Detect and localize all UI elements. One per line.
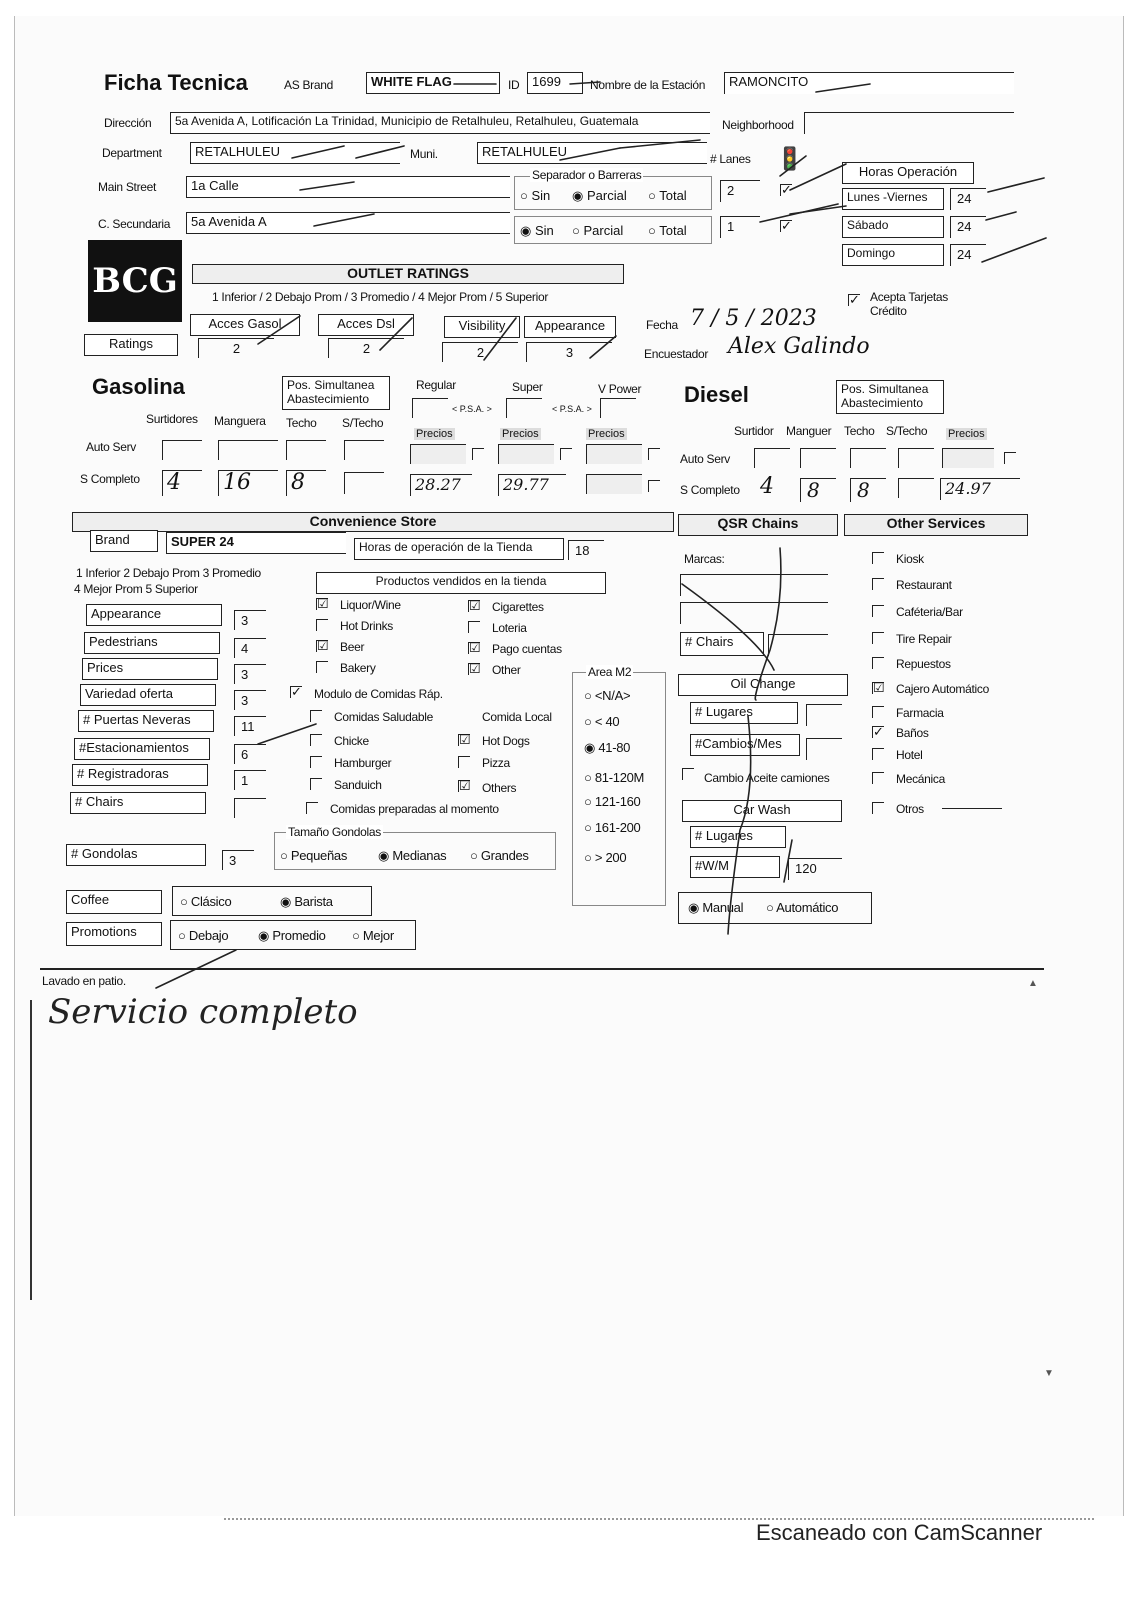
store-rating-value: 6: [234, 744, 266, 764]
area-option-label: 41-80: [598, 740, 631, 755]
surtidores-label: Surtidores: [146, 412, 198, 426]
car-wash-title: Car Wash: [682, 800, 842, 822]
hours-sunday-label: Domingo: [842, 244, 944, 266]
psa-label-2: < P.S.A. >: [552, 404, 592, 414]
pequenas-label: Pequeñas: [290, 848, 348, 863]
scroll-up-icon[interactable]: ▲: [1028, 978, 1038, 989]
diesel-completo-manguer: 8: [800, 478, 836, 502]
gas-auto-super-checkbox[interactable]: [560, 448, 572, 460]
radio-mark-icon: ○: [584, 820, 595, 835]
store-rating-value: [234, 798, 266, 818]
other-service-label: Tire Repair: [896, 632, 952, 646]
hot-drinks-label: Hot Drinks: [340, 619, 394, 633]
otros-field: [942, 808, 1002, 809]
radio-area-option[interactable]: [584, 714, 619, 729]
hot-dogs-label: Hot Dogs: [482, 734, 530, 748]
hours-sunday-value: 24: [950, 244, 986, 266]
hours-saturday-value: 24: [950, 216, 986, 238]
diesel-completo-techo: 8: [850, 478, 886, 502]
secundaria-field: 5a Avenida A: [186, 212, 510, 234]
area-option-label: > 200: [594, 850, 627, 865]
super-field: [506, 398, 542, 418]
radio-sin-label: Sin: [534, 223, 554, 238]
area-option-label: 81-120M: [594, 770, 645, 785]
promedio-label: Promedio: [272, 928, 326, 943]
visibility-label: Visibility: [444, 316, 520, 338]
radio-sin-sec[interactable]: ◉ Sin: [520, 223, 554, 238]
hot-dogs-checkbox[interactable]: ☑: [459, 732, 471, 747]
cigarettes-checkbox[interactable]: ☑: [469, 598, 481, 613]
muni-label: Muni.: [410, 147, 438, 161]
marcas-field-2: [680, 602, 828, 624]
gas-completo-surtidores: 4: [162, 470, 202, 496]
appearance-value: 3: [526, 342, 612, 362]
store-scale-2: 4 Mejor Prom 5 Superior: [74, 582, 198, 596]
liquor-label: Liquor/Wine: [340, 598, 401, 612]
secundaria-label: C. Secundaria: [98, 217, 171, 231]
scroll-down-icon[interactable]: ▼: [1044, 1368, 1054, 1379]
precios-label-vpower: Precios: [588, 428, 625, 440]
medianas-label: Medianas: [392, 848, 447, 863]
super-label: Super: [512, 380, 543, 394]
other-service-checkbox[interactable]: [872, 772, 884, 784]
radio-total-main[interactable]: ○ Total: [648, 188, 687, 203]
gas-auto-manguera: [218, 440, 278, 460]
notes-handwritten: Servicio completo: [48, 992, 358, 1032]
fecha-value: 7 / 5 / 2023: [690, 306, 817, 331]
store-rating-label: # Chairs: [70, 792, 206, 814]
carwash-wm-value: 120: [788, 858, 842, 880]
promotions-label: Promotions: [66, 922, 162, 946]
chicke-checkbox[interactable]: [310, 734, 322, 746]
oil-lugares-label: # Lugares: [690, 702, 798, 724]
radio-medianas[interactable]: ◉ Medianas: [378, 848, 447, 863]
store-rating-value: 3: [234, 664, 266, 684]
tamano-label: Tamaño Gondolas: [288, 825, 381, 839]
gas-precio-regular: 28.27: [410, 474, 472, 496]
grandes-label: Grandes: [480, 848, 529, 863]
radio-mark-icon: ○: [584, 688, 595, 703]
gas-auto-precio-super: [498, 444, 554, 464]
store-brand-label: Brand: [90, 530, 158, 552]
light-main-checkbox[interactable]: ✓: [781, 182, 792, 197]
outlet-ratings-title: OUTLET RATINGS: [192, 264, 624, 284]
other-service-label: Cajero Automático: [896, 682, 989, 696]
lanes-label: # Lanes: [710, 152, 751, 166]
radio-barista[interactable]: ◉ Barista: [280, 894, 333, 909]
acepta-checkbox[interactable]: ✓: [849, 292, 860, 307]
store-rating-label: # Registradoras: [72, 764, 208, 786]
department-field: RETALHULEU: [190, 142, 400, 164]
store-rating-label: Appearance: [86, 604, 222, 626]
radio-parcial-label: Parcial: [586, 188, 627, 203]
other-service-checkbox[interactable]: [872, 802, 884, 814]
encuestador-label: Encuestador: [644, 347, 709, 361]
radio-grandes[interactable]: ○ Grandes: [470, 848, 529, 863]
carwash-lugares-label: # Lugares: [690, 826, 786, 848]
store-rating-label: #Estacionamientos: [74, 738, 210, 760]
gas-completo-vpower-checkbox[interactable]: [648, 480, 660, 492]
gas-completo-manguera: 16: [218, 470, 278, 496]
store-rating-value: 4: [234, 638, 266, 658]
pago-cuentas-checkbox[interactable]: ☑: [469, 640, 481, 655]
direccion-field: 5a Avenida A, Lotificación La Trinidad, Municipio de Retalhuleu, Retalhuleu, Guatemala: [170, 112, 710, 134]
pizza-label: Pizza: [482, 756, 510, 770]
acces-dsl-value: 2: [328, 338, 404, 358]
store-horas-label: Horas de operación de la Tienda: [354, 538, 564, 560]
diesel-techo-label: Techo: [844, 424, 875, 438]
other-service-checkbox[interactable]: [872, 748, 884, 760]
vpower-field: [600, 398, 636, 418]
area-group: [572, 672, 666, 906]
diesel-completo-stecho: [898, 478, 934, 498]
store-brand-field: SUPER 24: [166, 532, 346, 554]
qsr-chairs-label: # Chairs: [680, 632, 764, 656]
acepta-label: Acepta Tarjetas Crédito: [870, 290, 948, 318]
sanduich-checkbox[interactable]: [310, 778, 322, 790]
lanes-main-field: 2: [720, 180, 760, 202]
automatico-label: Automático: [776, 900, 839, 915]
s-completo-label: S Completo: [80, 472, 140, 486]
other-service-checkbox[interactable]: [872, 578, 884, 590]
gas-auto-surtidores: [162, 440, 202, 460]
vpower-label: V Power: [598, 382, 642, 396]
radio-total-label: Total: [659, 223, 687, 238]
diesel-surtidor-label: Surtidor: [734, 424, 774, 438]
hours-saturday-label: Sábado: [842, 216, 944, 238]
store-rating-value: 11: [234, 716, 266, 736]
brand-label: AS Brand: [284, 78, 333, 92]
radio-area-option[interactable]: [584, 688, 630, 703]
other-service-label: Hotel: [896, 748, 923, 762]
manual-label: Manual: [702, 900, 744, 915]
other-service-label: Mecánica: [896, 772, 945, 786]
area-option-label: <N/A>: [594, 688, 631, 703]
radio-total-sec[interactable]: ○ Total: [648, 223, 687, 238]
other-service-checkbox[interactable]: ☑: [873, 680, 885, 695]
debajo-label: Debajo: [188, 928, 229, 943]
coffee-label: Coffee: [66, 890, 162, 914]
modulo-checkbox[interactable]: ✓: [291, 684, 302, 699]
gas-auto-stecho: [344, 440, 384, 460]
traffic-light-icon: 🚦: [776, 146, 804, 171]
auto-serv-label: Auto Serv: [86, 440, 136, 454]
other-product-label: Other: [492, 663, 521, 677]
diesel-stecho-label: S/Techo: [886, 424, 928, 438]
camiones-checkbox[interactable]: [682, 768, 694, 780]
camscanner-watermark: Escaneado con CamScanner: [756, 1520, 1043, 1545]
brand-field: WHITE FLAG: [366, 72, 500, 94]
radio-sin-label: Sin: [531, 188, 551, 203]
ratings-scale: 1 Inferior / 2 Debajo Prom / 3 Promedio / 4 Mejor Prom / 5 Superior: [212, 290, 549, 304]
radio-debajo[interactable]: ○ Debajo: [178, 928, 229, 943]
form-title: Ficha Tecnica: [104, 70, 248, 95]
encuestador-value: Alex Galindo: [728, 334, 870, 359]
oil-cambios-label: #Cambios/Mes: [690, 734, 800, 756]
radio-area-option[interactable]: [584, 850, 626, 865]
radio-clasico[interactable]: ○ Clásico: [180, 894, 232, 909]
gas-auto-techo: [286, 440, 326, 460]
store-rating-label: Pedestrians: [84, 632, 220, 654]
chicke-label: Chicke: [334, 734, 369, 748]
radio-mejor[interactable]: ○ Mejor: [352, 928, 394, 943]
other-service-checkbox[interactable]: [872, 632, 884, 644]
gas-auto-regular-checkbox[interactable]: [472, 448, 484, 460]
oil-cambios-field: [806, 738, 842, 760]
radio-area-option[interactable]: [584, 820, 640, 835]
radio-area-option[interactable]: [584, 740, 630, 756]
muni-field: RETALHULEU: [477, 142, 707, 164]
radio-mark-icon: ○: [584, 714, 595, 729]
store-rating-label: Variedad oferta: [80, 684, 216, 706]
barista-label: Barista: [294, 894, 333, 909]
diesel-auto-label: Auto Serv: [680, 452, 730, 466]
gasolina-pos-label: Pos. Simultanea Abastecimiento: [282, 376, 390, 410]
beer-checkbox[interactable]: ☑: [317, 638, 329, 653]
marcas-label: Marcas:: [684, 552, 725, 566]
radio-mark-icon: ○: [584, 794, 595, 809]
radio-area-option[interactable]: [584, 770, 644, 785]
diesel-precios-label: Precios: [948, 428, 985, 440]
gas-auto-vpower-checkbox[interactable]: [648, 448, 660, 460]
other-service-checkbox[interactable]: [872, 706, 884, 718]
main-street-label: Main Street: [98, 180, 157, 194]
notes-border: [30, 1000, 32, 1300]
comida-local-label: Comida Local: [482, 710, 552, 724]
modulo-label: Modulo de Comidas Ráp.: [314, 687, 443, 701]
id-field: 1699: [527, 72, 583, 94]
other-service-checkbox[interactable]: ✓: [873, 724, 884, 739]
pizza-checkbox[interactable]: [458, 756, 470, 768]
diesel-auto-surtidor: [754, 448, 790, 468]
radio-manual[interactable]: ◉ Manual: [688, 900, 744, 915]
notes-label: Lavado en patio.: [42, 974, 126, 988]
others-food-label: Others: [482, 781, 517, 795]
store-rating-label: # Gondolas: [66, 844, 206, 866]
radio-total-label: Total: [659, 188, 687, 203]
qsr-chains-title: QSR Chains: [678, 514, 838, 536]
other-service-checkbox[interactable]: [872, 552, 884, 564]
loteria-checkbox[interactable]: [468, 621, 480, 633]
gas-precio-vpower: [586, 474, 642, 494]
preparadas-label: Comidas preparadas al momento: [330, 802, 499, 816]
other-product-checkbox[interactable]: ☑: [469, 661, 481, 676]
other-services-title: Other Services: [844, 514, 1028, 536]
area-option-label: 161-200: [594, 820, 641, 835]
store-rating-value: 3: [222, 850, 254, 870]
bakery-checkbox[interactable]: [316, 661, 328, 673]
lanes-sec-field: 1: [720, 216, 760, 238]
precios-label-super: Precios: [502, 428, 539, 440]
appearance-label: Appearance: [524, 316, 616, 338]
id-label: ID: [508, 78, 520, 92]
precios-label-regular: Precios: [416, 428, 453, 440]
other-service-checkbox[interactable]: [872, 605, 884, 617]
camiones-label: Cambio Aceite camiones: [704, 771, 830, 785]
psa-label: < P.S.A. >: [452, 404, 492, 414]
other-service-label: Restaurant: [896, 578, 952, 592]
visibility-value: 2: [442, 342, 518, 362]
station-field: RAMONCITO: [724, 72, 1014, 94]
regular-field: [412, 398, 448, 418]
loteria-label: Loteria: [492, 621, 527, 635]
stecho-label: S/Techo: [342, 416, 384, 430]
other-service-checkbox[interactable]: [872, 657, 884, 669]
acces-dsl-label: Acces Dsl: [318, 314, 414, 336]
station-label: Nombre de la Estación: [590, 78, 706, 92]
acces-gasol-label: Acces Gasol: [190, 314, 300, 336]
acces-gasol-value: 2: [198, 338, 274, 358]
gas-auto-precio-regular: [410, 444, 466, 464]
hours-title: Horas Operación: [842, 162, 974, 184]
radio-mark-icon: ○: [584, 850, 595, 865]
radio-mark-icon: ◉: [584, 740, 599, 755]
gasolina-title: Gasolina: [92, 374, 185, 399]
hours-weekday-label: Lunes -Viernes: [842, 188, 944, 210]
cigarettes-label: Cigarettes: [492, 600, 544, 614]
saludable-label: Comidas Saludable: [334, 710, 433, 724]
productos-title: Productos vendidos en la tienda: [316, 572, 606, 594]
diesel-manguer-label: Manguer: [786, 424, 832, 438]
store-rating-label: # Puertas Neveras: [78, 710, 214, 732]
store-scale-1: 1 Inferior 2 Debajo Prom 3 Promedio: [76, 566, 261, 580]
separador-label: Separador o Barreras: [532, 168, 642, 182]
sanduich-label: Sanduich: [334, 778, 382, 792]
radio-area-option[interactable]: [584, 794, 640, 809]
hamburger-checkbox[interactable]: [310, 756, 322, 768]
gas-precio-super: 29.77: [498, 474, 566, 496]
diesel-precio: 24.97: [940, 478, 1020, 500]
techo-label: Techo: [286, 416, 317, 430]
radio-pequenas[interactable]: ○ Pequeñas: [280, 848, 348, 863]
store-rating-value: 1: [234, 770, 266, 790]
mejor-label: Mejor: [362, 928, 394, 943]
diesel-completo-surtidor: 4: [760, 474, 774, 499]
neighborhood-label: Neighborhood: [722, 118, 794, 132]
radio-mark-icon: ○: [584, 770, 595, 785]
neighborhood-field: [804, 112, 1014, 134]
diesel-auto-checkbox[interactable]: [1004, 452, 1016, 464]
other-service-label: Baños: [896, 726, 929, 740]
other-service-label: Kiosk: [896, 552, 924, 566]
other-service-label: Farmacia: [896, 706, 944, 720]
other-service-label: Otros: [896, 802, 924, 816]
store-rating-value: 3: [234, 610, 266, 630]
saludable-checkbox[interactable]: [310, 710, 322, 722]
bakery-label: Bakery: [340, 661, 376, 675]
fecha-label: Fecha: [646, 318, 678, 332]
regular-label: Regular: [416, 378, 456, 392]
diesel-title: Diesel: [684, 382, 749, 407]
beer-label: Beer: [340, 640, 365, 654]
diesel-auto-precio: [942, 448, 994, 468]
main-street-field: 1a Calle: [186, 176, 510, 198]
diesel-pos-label: Pos. Simultanea Abastecimiento: [836, 380, 944, 414]
radio-parcial-main[interactable]: ◉ Parcial: [572, 188, 627, 203]
convenience-store-title: Convenience Store: [72, 512, 674, 532]
notes-divider: [40, 968, 1044, 970]
light-sec-checkbox[interactable]: ✓: [781, 218, 792, 233]
radio-automatico[interactable]: ○ Automático: [766, 900, 839, 915]
clasico-label: Clásico: [190, 894, 232, 909]
pago-cuentas-label: Pago cuentas: [492, 642, 562, 656]
diesel-completo-label: S Completo: [680, 483, 740, 497]
store-horas-value: 18: [568, 540, 604, 560]
carwash-wm-label: #W/M: [690, 856, 780, 878]
liquor-checkbox[interactable]: ☑: [317, 596, 329, 611]
oil-lugares-field: [806, 704, 842, 726]
hours-weekday-value: 24: [950, 188, 986, 210]
preparadas-checkbox[interactable]: [306, 802, 318, 814]
bcg-logo: BCG: [88, 240, 182, 322]
area-label: Area M2: [588, 665, 632, 679]
area-option-label: 121-160: [594, 794, 641, 809]
direccion-label: Dirección: [104, 116, 152, 130]
diesel-auto-techo: [850, 448, 886, 468]
diesel-auto-stecho: [898, 448, 934, 468]
qsr-chairs-field: [768, 634, 828, 656]
ratings-label: Ratings: [84, 334, 178, 356]
other-service-label: Caféteria/Bar: [896, 605, 963, 619]
department-label: Department: [102, 146, 162, 160]
hamburger-label: Hamburger: [334, 756, 392, 770]
hot-drinks-checkbox[interactable]: [316, 619, 328, 631]
manguera-label: Manguera: [214, 414, 266, 428]
gas-completo-techo: 8: [286, 470, 326, 496]
diesel-auto-manguer: [800, 448, 836, 468]
other-service-label: Repuestos: [896, 657, 951, 671]
oil-change-title: Oil Change: [678, 674, 848, 696]
others-food-checkbox[interactable]: ☑: [459, 778, 471, 793]
radio-parcial-label: Parcial: [583, 223, 624, 238]
radio-parcial-sec[interactable]: ○ Parcial: [572, 223, 624, 238]
radio-sin-main[interactable]: ○ Sin: [520, 188, 551, 203]
gas-completo-stecho: [344, 472, 384, 494]
store-rating-label: Prices: [82, 658, 218, 680]
marcas-field-1: [680, 574, 828, 596]
radio-promedio[interactable]: ◉ Promedio: [258, 928, 326, 943]
store-rating-value: 3: [234, 690, 266, 710]
gas-auto-precio-vpower: [586, 444, 642, 464]
area-option-label: < 40: [594, 714, 620, 729]
